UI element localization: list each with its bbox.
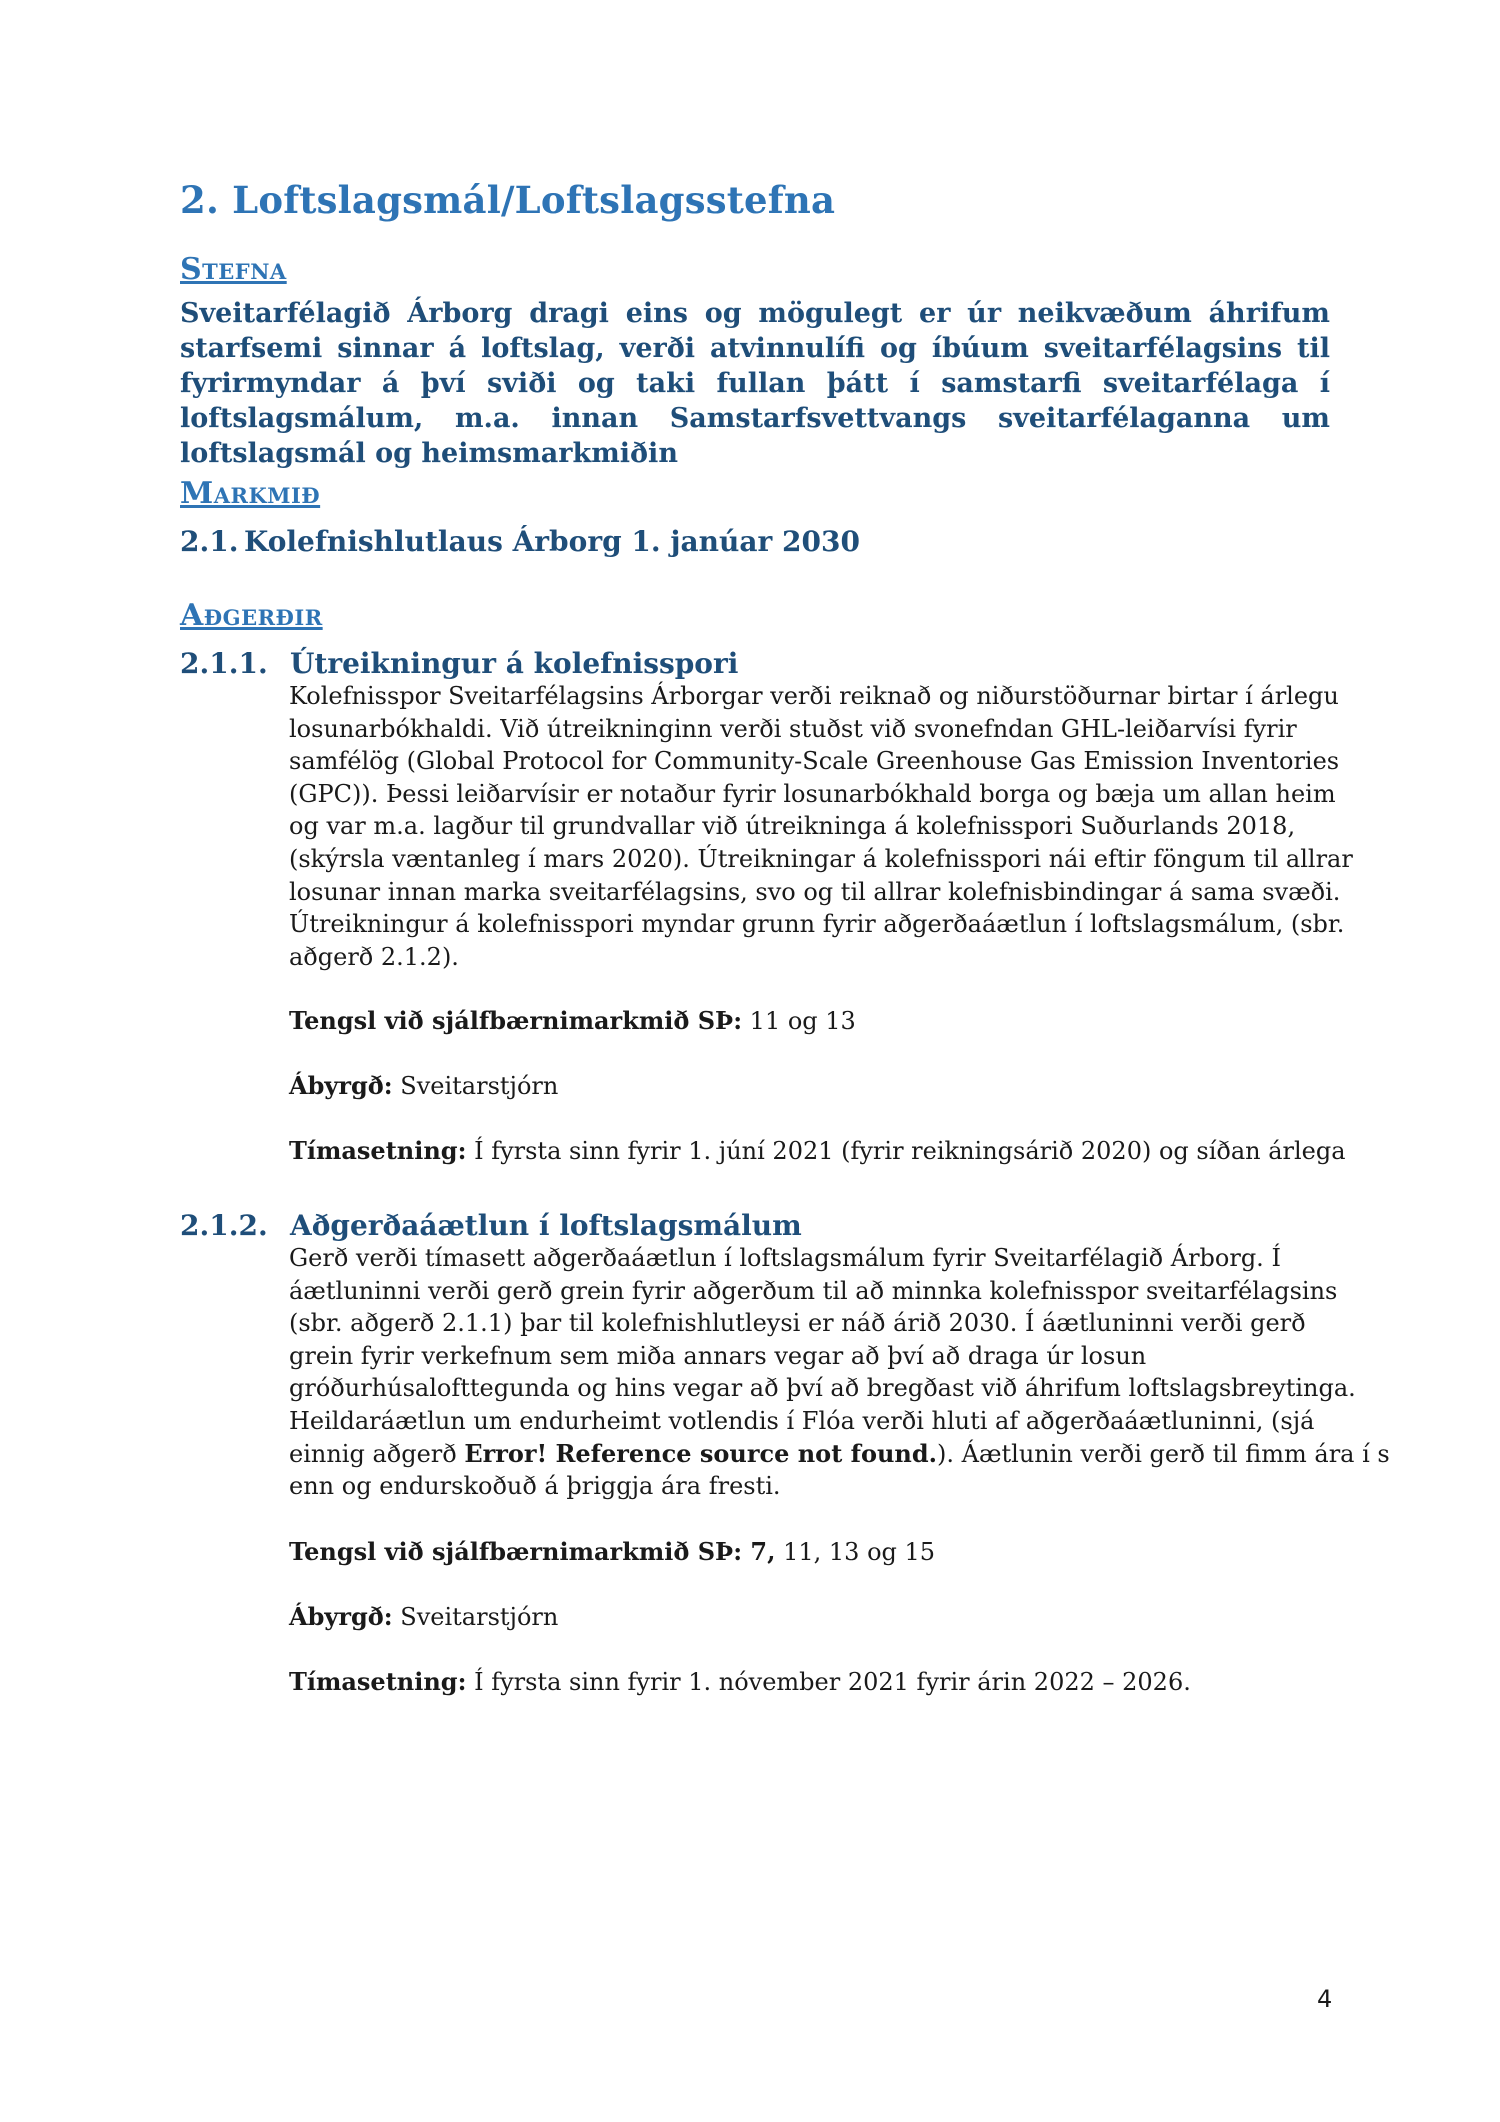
- sdg-value: 11, 13 og 15: [775, 1538, 936, 1566]
- sdg-link: [289, 1006, 856, 1035]
- action-number: 2.1.2.: [180, 1209, 268, 1242]
- goal-title: Kolefnishlutlaus Árborg 1. janúar 2030: [244, 525, 860, 558]
- responsibility-value: Sveitarstjórn: [392, 1603, 559, 1631]
- text-line: (GPC)). Þessi leiðarvísir er notaður fyrir losunarbókhald borga og bæja um allan heim: [289, 779, 1336, 808]
- timing-value: Í fyrsta sinn fyrir 1. nóvember 2021 fyrir árin 2022 – 2026.: [466, 1668, 1191, 1696]
- text-line: grein fyrir verkefnum sem miða annars vegar að því að draga úr losun: [289, 1341, 1147, 1370]
- action-heading: [180, 1209, 802, 1242]
- stefna-heading: Stefna: [180, 252, 287, 287]
- text-line: [289, 1438, 1390, 1471]
- action-title: Útreikningur á kolefnisspori: [290, 647, 739, 680]
- text-line: losunar innan marka sveitarfélagsins, svo og til allrar kolefnisbindingar á sama svæði.: [289, 877, 1341, 906]
- action-description: [289, 1242, 1390, 1503]
- text-line: aðgerð 2.1.2).: [289, 942, 459, 971]
- chapter-title: 2. Loftslagsmál/Loftslagsstefna: [180, 178, 836, 222]
- text-line: Útreikningur á kolefnisspori myndar grunn fyrir aðgerðaáætlun í loftslagsmálum, (sbr.: [289, 910, 1345, 939]
- action-title: Aðgerðaáætlun í loftslagsmálum: [290, 1209, 802, 1242]
- sdg-bold-value: 7,: [742, 1537, 776, 1566]
- goal-number: 2.1.: [180, 525, 239, 558]
- text-fragment: ). Áætlunin verði gerð til fimm ára í s: [937, 1439, 1390, 1468]
- timing: [289, 1667, 1191, 1696]
- timing-value: Í fyrsta sinn fyrir 1. júní 2021 (fyrir reikningsárið 2020) og síðan árlega: [466, 1137, 1346, 1165]
- responsibility-label: Ábyrgð:: [289, 1602, 393, 1631]
- sdg-value: 11 og 13: [742, 1007, 856, 1035]
- timing-label: Tímasetning:: [289, 1667, 467, 1696]
- timing-label: Tímasetning:: [289, 1136, 467, 1165]
- sdg-label: Tengsl við sjálfbærnimarkmið SÞ:: [289, 1006, 743, 1035]
- action-heading: [180, 647, 738, 680]
- responsibility-label: Ábyrgð:: [289, 1071, 393, 1100]
- text-line: Kolefnisspor Sveitarfélagsins Árborgar verði reiknað og niðurstöðurnar birtar í árlegu: [289, 682, 1339, 710]
- action-description: [289, 680, 1359, 973]
- action-number: 2.1.1.: [180, 647, 268, 680]
- text-line: Heildaráætlun um endurheimt votlendis í Flóa verði hluti af aðgerðaáætluninni, (sjá: [289, 1406, 1315, 1435]
- adgerdir-heading: Aðgerðir: [180, 598, 323, 633]
- text-line: losunarbókhaldi. Við útreikninginn verði stuðst við svonefndan GHL-leiðarvísi fyrir: [289, 714, 1297, 743]
- text-line: (sbr. aðgerð 2.1.1) þar til kolefnishlutleysi er náð árið 2030. Í áætluninni verði gerð: [289, 1309, 1306, 1338]
- responsibility-value: Sveitarstjórn: [392, 1072, 559, 1100]
- timing: [289, 1136, 1346, 1165]
- goal-item: [180, 525, 860, 558]
- sdg-label: Tengsl við sjálfbærnimarkmið SÞ:: [289, 1537, 743, 1566]
- text-line: enn og endurskoðuð á þriggja ára fresti.: [289, 1472, 781, 1501]
- text-line: (skýrsla væntanleg í mars 2020). Útreikningar á kolefnisspori nái eftir föngum til allrar: [289, 844, 1353, 873]
- text-line: Gerð verði tímasett aðgerðaáætlun í loftslagsmálum fyrir Sveitarfélagið Árborg. Í: [289, 1244, 1281, 1272]
- responsibility: [289, 1602, 558, 1631]
- text-line: áætluninni verði gerð grein fyrir aðgerðum til að minnka kolefnisspor sveitarfélagsins: [289, 1276, 1338, 1305]
- broken-reference: Error! Reference source not found.: [464, 1438, 937, 1468]
- stefna-text: Sveitarfélagið Árborg dragi eins og mögulegt er úr neikvæðum áhrifum starfsemi sinnar á loftslag, verði atvinnulífi og íbúum sveitarfélagsins til fyrirmyndar á því sviði og taki fullan þátt í samstarfi sveitarfélaga í loftslagsmálum, m.a. innan Samstarfsvettvangs sveitarfélaganna um loftslagsmál og heimsmarkmiðin: [180, 298, 1330, 469]
- markmid-heading: Markmið: [180, 476, 321, 511]
- page-number: 4: [1317, 1985, 1333, 2013]
- text-line: samfélög (Global Protocol for Community-Scale Greenhouse Gas Emission Inventories: [289, 747, 1340, 776]
- text-line: og var m.a. lagður til grundvallar við útreikninga á kolefnisspori Suðurlands 2018,: [289, 812, 1296, 841]
- responsibility: [289, 1071, 558, 1100]
- text-fragment: einnig aðgerð: [289, 1439, 465, 1468]
- sdg-link: [289, 1537, 935, 1566]
- text-line: gróðurhúsalofttegunda og hins vegar að því að bregðast við áhrifum loftslagsbreytinga.: [289, 1374, 1356, 1403]
